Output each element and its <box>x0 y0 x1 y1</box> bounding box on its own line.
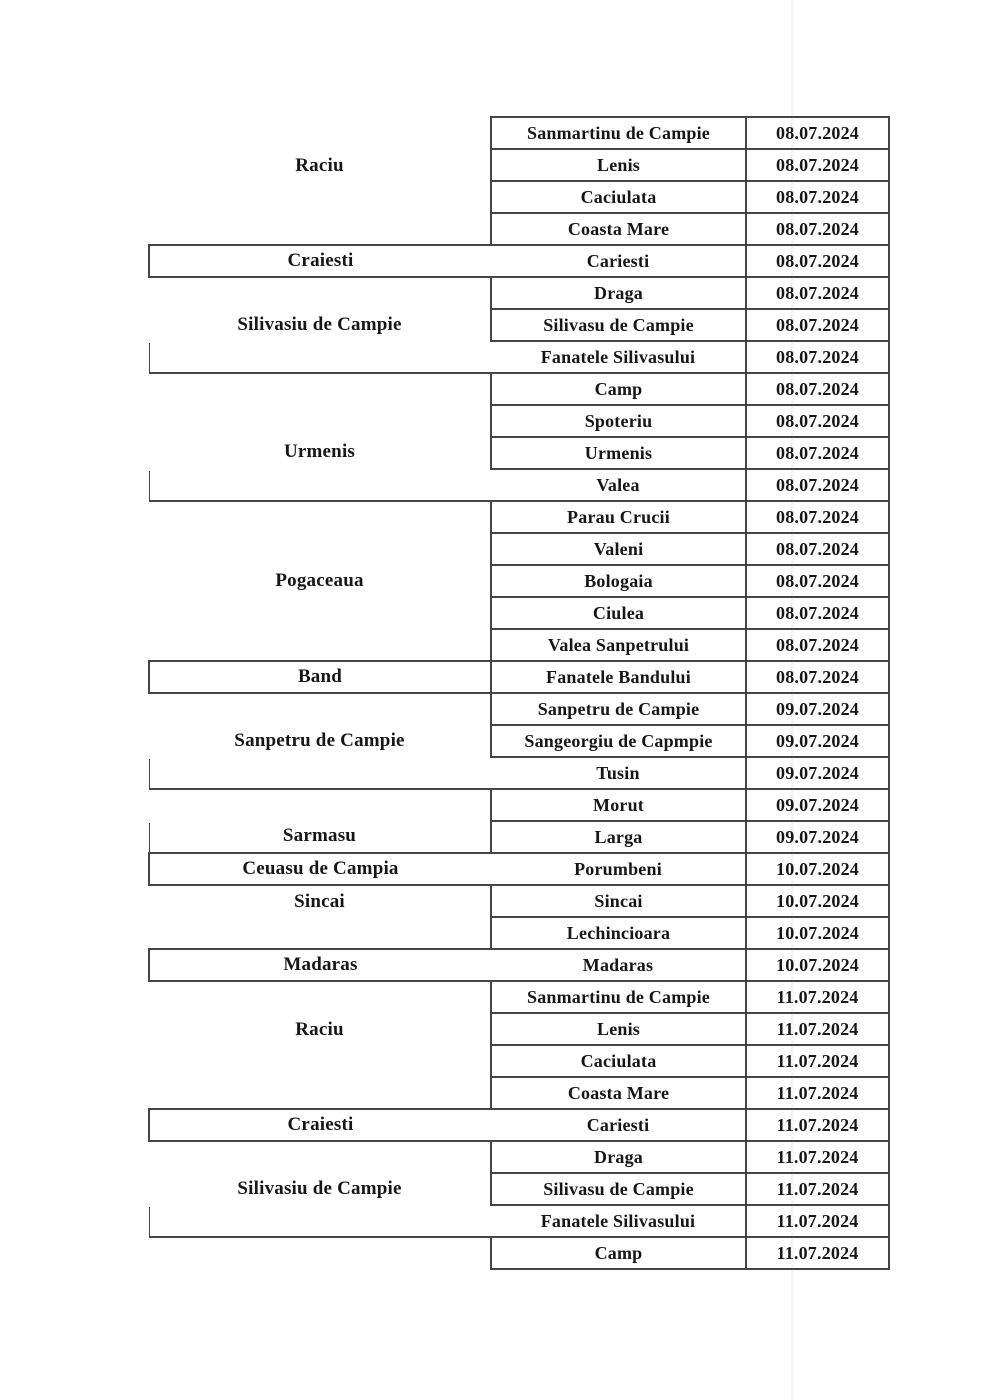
commune-label: Sincai <box>294 891 345 912</box>
date-cell: 08.07.2024 <box>746 117 889 149</box>
village-cell: Tusin <box>491 757 746 789</box>
date-cell: 08.07.2024 <box>746 437 889 469</box>
commune-cell <box>149 501 491 661</box>
date-cell: 08.07.2024 <box>746 149 889 181</box>
table-row <box>149 373 889 405</box>
date-cell: 11.07.2024 <box>746 1205 889 1237</box>
table-row <box>149 789 889 821</box>
commune-cell <box>149 853 491 885</box>
village-cell: Coasta Mare <box>491 213 746 245</box>
date-cell: 08.07.2024 <box>746 277 889 309</box>
village-cell: Madaras <box>491 949 746 981</box>
commune-label: Sanpetru de Campie <box>234 730 405 751</box>
commune-label: Madaras <box>283 954 358 975</box>
date-cell: 10.07.2024 <box>746 853 889 885</box>
date-cell: 09.07.2024 <box>746 757 889 789</box>
date-cell: 08.07.2024 <box>746 629 889 661</box>
date-cell: 08.07.2024 <box>746 469 889 501</box>
village-cell: Lenis <box>491 1013 746 1045</box>
table-row <box>149 1141 889 1173</box>
village-cell: Fanatele Silivasului <box>491 341 746 373</box>
date-cell: 09.07.2024 <box>746 821 889 853</box>
date-cell: 08.07.2024 <box>746 405 889 437</box>
commune-cell <box>149 1109 491 1141</box>
date-cell: 11.07.2024 <box>746 1173 889 1205</box>
table-row <box>149 245 889 277</box>
date-cell: 08.07.2024 <box>746 661 889 693</box>
village-cell: Valea <box>491 469 746 501</box>
table-row <box>149 117 889 149</box>
village-cell: Urmenis <box>491 437 746 469</box>
table-row <box>149 1109 889 1141</box>
date-cell: 08.07.2024 <box>746 373 889 405</box>
commune-label: Ceuasu de Campia <box>242 858 399 879</box>
commune-label: Craiesti <box>287 250 354 271</box>
date-cell: 11.07.2024 <box>746 1237 889 1269</box>
village-cell: Porumbeni <box>491 853 746 885</box>
date-cell: 11.07.2024 <box>746 1141 889 1173</box>
table-body <box>149 117 889 1269</box>
village-cell: Camp <box>491 373 746 405</box>
date-cell: 09.07.2024 <box>746 725 889 757</box>
village-cell: Valeni <box>491 533 746 565</box>
village-cell: Bologaia <box>491 565 746 597</box>
commune-label: Band <box>297 666 343 687</box>
village-cell: Morut <box>491 789 746 821</box>
date-cell: 08.07.2024 <box>746 213 889 245</box>
date-cell: 08.07.2024 <box>746 501 889 533</box>
village-cell: Lechincioara <box>491 917 746 949</box>
village-cell: Cariesti <box>491 245 746 277</box>
commune-cell <box>149 885 491 949</box>
table-row <box>149 981 889 1013</box>
village-cell: Sincai <box>491 885 746 917</box>
date-cell: 08.07.2024 <box>746 597 889 629</box>
date-cell: 11.07.2024 <box>746 1013 889 1045</box>
commune-cell <box>149 245 491 277</box>
village-cell: Ciulea <box>491 597 746 629</box>
date-cell: 10.07.2024 <box>746 885 889 917</box>
table-row <box>149 949 889 981</box>
table-row <box>149 277 889 309</box>
commune-cell <box>149 1141 491 1237</box>
village-cell: Sanpetru de Campie <box>491 693 746 725</box>
table-row <box>149 853 889 885</box>
date-cell: 08.07.2024 <box>746 341 889 373</box>
village-cell: Draga <box>491 1141 746 1173</box>
table-row <box>149 1237 889 1269</box>
date-cell: 11.07.2024 <box>746 981 889 1013</box>
commune-label: Sarmasu <box>282 825 357 846</box>
commune-cell <box>149 277 491 373</box>
village-cell: Valea Sanpetrului <box>491 629 746 661</box>
date-cell: 08.07.2024 <box>746 565 889 597</box>
table-row <box>149 661 889 693</box>
village-cell: Parau Crucii <box>491 501 746 533</box>
commune-cell <box>149 981 491 1109</box>
date-cell: 11.07.2024 <box>746 1109 889 1141</box>
date-cell: 09.07.2024 <box>746 693 889 725</box>
commune-cell <box>149 661 491 693</box>
village-cell: Larga <box>491 821 746 853</box>
village-cell: Silivasu de Campie <box>491 1173 746 1205</box>
date-cell: 08.07.2024 <box>746 533 889 565</box>
commune-village-date-table <box>148 116 890 1270</box>
date-cell: 08.07.2024 <box>746 245 889 277</box>
commune-cell <box>149 693 491 789</box>
table-row <box>149 693 889 725</box>
date-cell: 11.07.2024 <box>746 1045 889 1077</box>
village-cell: Draga <box>491 277 746 309</box>
table-row <box>149 885 889 917</box>
commune-cell <box>149 1237 491 1269</box>
village-cell: Camp <box>491 1237 746 1269</box>
commune-label: Raciu <box>295 1019 344 1040</box>
table-row <box>149 501 889 533</box>
commune-label: Pogaceaua <box>275 570 364 591</box>
commune-cell <box>149 949 491 981</box>
commune-cell <box>149 117 491 245</box>
date-cell: 09.07.2024 <box>746 789 889 821</box>
commune-cell <box>149 789 491 853</box>
date-cell: 08.07.2024 <box>746 309 889 341</box>
village-cell: Silivasu de Campie <box>491 309 746 341</box>
date-cell: 11.07.2024 <box>746 1077 889 1109</box>
village-cell: Cariesti <box>491 1109 746 1141</box>
commune-label: Silivasiu de Campie <box>237 1178 402 1199</box>
commune-cell <box>149 373 491 501</box>
date-cell: 10.07.2024 <box>746 917 889 949</box>
village-cell: Lenis <box>491 149 746 181</box>
village-cell: Fanatele Bandului <box>491 661 746 693</box>
date-cell: 10.07.2024 <box>746 949 889 981</box>
village-cell: Sanmartinu de Campie <box>491 117 746 149</box>
village-cell: Coasta Mare <box>491 1077 746 1109</box>
commune-label: Raciu <box>295 154 344 176</box>
date-cell: 08.07.2024 <box>746 181 889 213</box>
commune-label: Craiesti <box>287 1114 354 1135</box>
village-cell: Sangeorgiu de Capmpie <box>491 725 746 757</box>
village-cell: Spoteriu <box>491 405 746 437</box>
commune-label: Urmenis <box>283 441 356 462</box>
village-cell: Fanatele Silivasului <box>491 1205 746 1237</box>
village-cell: Caciulata <box>491 181 746 213</box>
commune-label: Silivasiu de Campie <box>237 314 402 335</box>
village-cell: Caciulata <box>491 1045 746 1077</box>
village-cell: Sanmartinu de Campie <box>491 981 746 1013</box>
